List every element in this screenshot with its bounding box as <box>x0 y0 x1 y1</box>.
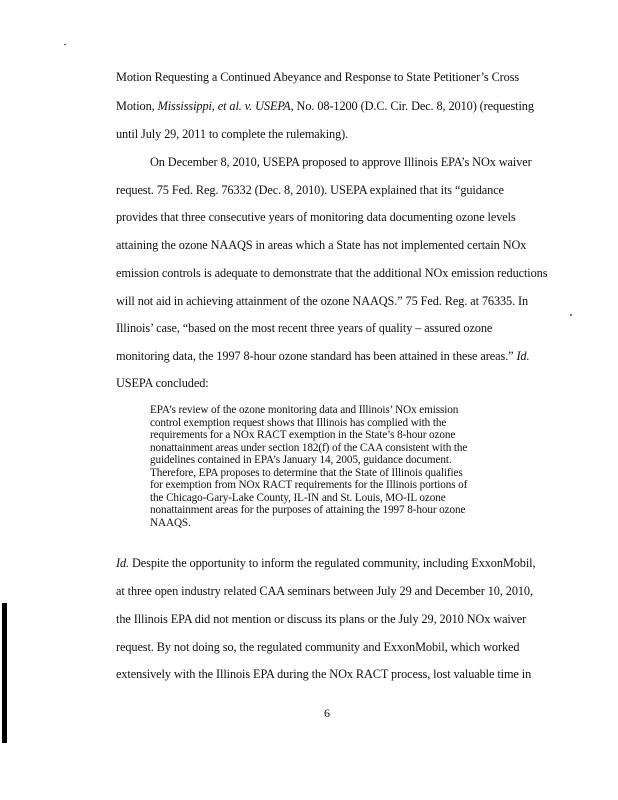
case-citation: Mississippi, et al. v. USEPA <box>157 99 291 113</box>
body-line: the Illinois EPA did not mention or discuss its plans or the July 29, 2010 NOx waiver <box>116 612 527 626</box>
quote-line: EPA’s review of the ozone monitoring data and Illinois’ NOx emission <box>150 404 459 416</box>
quote-line: nonattainment areas for the purposes of attaining the 1997 8-hour ozone <box>150 504 466 516</box>
body-line: monitoring data, the 1997 8-hour ozone standard has been attained in these areas.” Id. <box>116 349 530 363</box>
body-line: will not aid in achieving attainment of the ozone NAAQS.” 75 Fed. Reg. at 76335. In <box>116 294 529 308</box>
body-line: attaining the ozone NAAQS in areas which a State has not implemented certain NOx <box>116 238 527 252</box>
quote-line: control exemption request shows that Illinois has complied with the <box>150 416 447 429</box>
scan-margin-bar <box>2 603 7 743</box>
page-number: 6 <box>324 706 330 720</box>
body-line: Id. Despite the opportunity to inform the regulated community, including ExxonMobil, <box>116 556 536 570</box>
body-line: USEPA concluded: <box>116 376 209 390</box>
quote-line: Therefore, EPA proposes to determine that the State of Illinois qualifies <box>150 466 463 479</box>
quote-line: guidelines contained in EPA’s January 14, 2005, guidance document. <box>150 454 452 466</box>
body-line: extensively with the Illinois EPA during the NOx RACT process, lost valuable time in <box>116 667 532 681</box>
body-line: Motion Requesting a Continued Abeyance and Response to State Petitioner’s Cross <box>116 70 520 84</box>
body-line: at three open industry related CAA seminars between July 29 and December 10, 2010, <box>116 584 533 598</box>
id-citation: Id. <box>516 349 530 363</box>
body-line: emission controls is adequate to demonstrate that the additional NOx emission reductions <box>116 266 548 280</box>
block-quote <box>150 404 467 529</box>
quote-line: the Chicago-Gary-Lake County, IL-IN and St. Louis, MO-IL ozone <box>150 491 446 504</box>
quote-line: for exemption from NOx RACT requirements for the Illinois portions of <box>150 479 468 491</box>
body-line: On December 8, 2010, USEPA proposed to approve Illinois EPA’s NOx waiver <box>150 155 532 169</box>
quote-line: NAAQS. <box>150 516 191 529</box>
body-line: provides that three consecutive years of monitoring data documenting ozone levels <box>116 210 516 224</box>
body-line: request. 75 Fed. Reg. 76332 (Dec. 8, 2010). USEPA explained that its “guidance <box>116 183 504 197</box>
scan-speck <box>64 44 66 45</box>
body-line: until July 29, 2011 to complete the rulemaking). <box>116 127 349 141</box>
body-line: request. By not doing so, the regulated community and ExxonMobil, which worked <box>116 640 520 654</box>
scan-speck <box>570 314 572 316</box>
quote-line: nonattainment areas under section 182(f) of the CAA consistent with the <box>150 441 468 454</box>
body-line: Motion, Mississippi, et al. v. USEPA, No. 08-1200 (D.C. Cir. Dec. 8, 2010) (requesting <box>116 99 534 113</box>
id-citation: Id. <box>116 556 130 570</box>
body-line: Illinois’ case, “based on the most recent three years of quality – assured ozone <box>116 321 493 335</box>
quote-line: requirements for a NOx RACT exemption in the State’s 8-hour ozone <box>150 429 456 441</box>
